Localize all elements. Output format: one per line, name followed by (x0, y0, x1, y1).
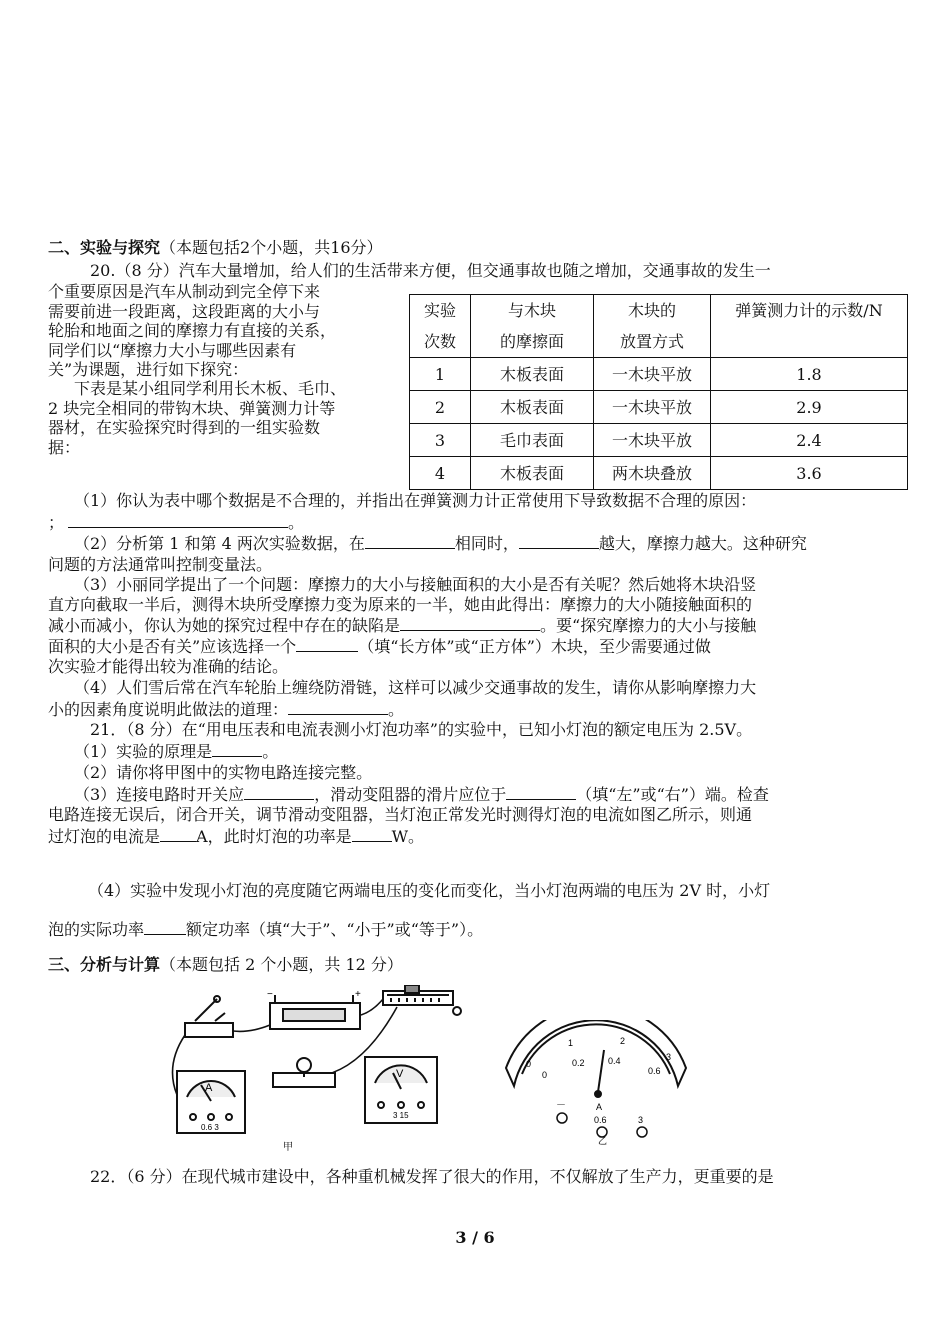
q20-intro-line: 需要前进一段距离，这段距离的大小与 (48, 302, 321, 321)
table-cell: 2.9 (711, 391, 908, 424)
scale-bottom-label: 0.6 (648, 1066, 661, 1076)
table-cell: 2 (410, 391, 471, 424)
q20-intro-line: 同学们以“摩擦力大小与哪些因素有 (48, 341, 297, 360)
section-2-note: （本题包括2个小题，共16分） (160, 238, 383, 257)
answer-blank[interactable] (400, 614, 540, 631)
voltmeter-label: V (396, 1068, 404, 1080)
ammeter-terminals: 0.6 3 (201, 1123, 219, 1132)
answer-blank[interactable] (288, 698, 388, 715)
q22-intro: 22．（6 分）在现代城市建设中，各种重机械发挥了很大的作用，不仅解放了生产力，更重要的是 (90, 1167, 774, 1186)
circuit-figure-jia (165, 985, 470, 1155)
table-cell: 木板表面 (471, 358, 594, 391)
switch-icon (185, 996, 233, 1037)
dial-icon (506, 1020, 686, 1097)
scale-bottom-label: 0.4 (608, 1056, 621, 1066)
table-cell: 一木块平放 (594, 391, 711, 424)
q20-part1-answer: ； 。 (48, 513, 305, 532)
answer-blank[interactable] (296, 635, 358, 652)
q20-desc-line: 下表是某小组同学利用长木板、毛巾、 (74, 379, 347, 398)
q21-part4-line: 泡的实际功率 额定功率（填“大于”、“小于”或“等于”）。 (48, 920, 484, 939)
answer-blank[interactable] (244, 783, 314, 800)
scale-top-label: 1 (568, 1038, 574, 1048)
table-header-row (410, 295, 908, 358)
scale-bottom-label: 0 (542, 1070, 548, 1080)
table-cell: 两木块叠放 (594, 457, 711, 490)
table-cell: 木板表面 (471, 457, 594, 490)
q20-part4-line: 小的因素角度说明此做法的道理： 。 (48, 700, 405, 719)
q21-part2: （2）请你将甲图中的实物电路连接完整。 (74, 763, 373, 782)
section-3-title: 三、分析与计算 (48, 955, 161, 974)
q21-part4-line: （4）实验中发现小灯泡的亮度随它两端电压的变化而变化，当小灯泡两端的电压为 2V 时，小灯 (88, 881, 771, 900)
answer-blank[interactable] (352, 825, 392, 842)
header-cell: 木块的 放置方式 (594, 295, 711, 358)
terminal-label: 3 (638, 1115, 644, 1125)
answer-blank[interactable] (68, 511, 288, 528)
section-2-title: 二、实验与探究 (48, 238, 161, 257)
q20-part3-line: 面积的大小是否有关”应该选择一个 （填“长方体”或“正方体”）木块，至少需要通过做 (48, 637, 711, 656)
answer-blank[interactable] (365, 532, 455, 549)
answer-blank[interactable] (212, 740, 262, 757)
table-cell: 4 (410, 457, 471, 490)
table-cell: 一木块平放 (594, 424, 711, 457)
lamp-icon (273, 1058, 335, 1087)
table-cell: 3.6 (711, 457, 908, 490)
section-3-heading (48, 954, 403, 976)
q20-part2-cont: 问题的方法通常叫控制变量法。 (48, 555, 273, 574)
q21-part3-line: （3）连接电路时开关应 ，滑动变阻器的滑片应位于 （填“左”或“右”）端。检查 (74, 785, 769, 804)
q21-part3-line: 过灯泡的电流是 A，此时灯泡的功率是 W。 (48, 827, 425, 846)
terminal-label: 0.6 (594, 1115, 607, 1125)
table-row (410, 358, 908, 391)
scale-top-label: 2 (620, 1036, 626, 1046)
figure-caption-yi: 乙 (598, 1136, 608, 1145)
q20-part3-line: 减小而减小，你认为她的探究过程中存在的缺陷是 。要“探究摩擦力的大小与接触 (48, 616, 757, 635)
table-cell: 1.8 (711, 358, 908, 391)
q20-desc-line: 2 块完全相同的带钩木块、弹簧测力计等 (48, 399, 336, 418)
voltmeter-terminals: 3 15 (393, 1111, 409, 1120)
unit-label: A (596, 1102, 603, 1112)
table-row (410, 424, 908, 457)
minus-sign: − (267, 989, 273, 1000)
table-cell: 木板表面 (471, 391, 594, 424)
page-number: 3 / 6 (455, 1228, 495, 1247)
q20-desc-line: 器材，在实验探究时得到的一组实验数 (48, 418, 321, 437)
q21-part3-line: 电路连接无误后，闭合开关，调节滑动变阻器，当灯泡正常发光时测得灯泡的电流如图乙所示，则通 (48, 805, 753, 824)
ammeter-dial-figure-yi (500, 1020, 700, 1145)
scale-bottom-label: 0.2 (572, 1058, 585, 1068)
plus-sign: + (355, 989, 361, 1000)
header-cell: 实验 次数 (410, 295, 471, 358)
q20-part2: （2）分析第 1 和第 4 两次实验数据，在 相同时， 越大，摩擦力越大。这种研究 (74, 534, 807, 553)
answer-blank[interactable] (144, 918, 186, 935)
q21-part1: （1）实验的原理是 。 (74, 742, 279, 761)
q20-part3-line: 次实验才能得出较为准确的结论。 (48, 657, 289, 676)
scale-top-label: 3 (666, 1052, 672, 1062)
q20-intro-line: 个重要原因是汽车从制动到完全停下来 (48, 282, 321, 301)
ammeter-label: A (205, 1082, 213, 1094)
table-row (410, 457, 908, 490)
table-cell: 毛巾表面 (471, 424, 594, 457)
answer-blank[interactable] (519, 532, 599, 549)
q20-intro-line: 关”为课题，进行如下探究： (48, 360, 249, 379)
q20-part1: （1）你认为表中哪个数据是不合理的，并指出在弹簧测力计正常使用下导致数据不合理的原因： (74, 491, 757, 510)
q20-part3-line: （3）小丽同学提出了一个问题：摩擦力的大小与接触面积的大小是否有关呢？然后她将木块沿竖 (74, 575, 757, 594)
terminal-label: － (556, 1100, 566, 1111)
scale-top-label: 0 (526, 1059, 532, 1069)
section-3-note: （本题包括 2 个小题，共 12 分） (160, 955, 403, 974)
table-cell: 3 (410, 424, 471, 457)
q20-intro: 20.（8 分）汽车大量增加，给人们的生活带来方便，但交通事故也随之增加，交通事故的发生一 (90, 261, 771, 280)
answer-blank[interactable] (506, 783, 576, 800)
header-cell: 与木块 的摩擦面 (471, 295, 594, 358)
q20-intro-line: 轮胎和地面之间的摩擦力有直接的关系， (48, 321, 337, 340)
header-cell: 弹簧测力计的示数/N (711, 295, 908, 358)
q20-part3-line: 直方向截取一半后，测得木块所受摩擦力变为原来的一半，她由此得出：摩擦力的大小随接触面积的 (48, 595, 753, 614)
table-cell: 一木块平放 (594, 358, 711, 391)
section-2-heading (48, 237, 383, 259)
battery-icon (270, 995, 360, 1029)
answer-blank[interactable] (160, 825, 196, 842)
table-cell: 1 (410, 358, 471, 391)
figure-caption-jia: 甲 (283, 1142, 293, 1153)
table-row (410, 391, 908, 424)
q21-intro: 21．（8 分）在“用电压表和电流表测小灯泡功率”的实验中，已知小灯泡的额定电压为 2.5V。 (90, 720, 753, 739)
q20-part4-line: （4）人们雪后常在汽车轮胎上缠绕防滑链，这样可以减少交通事故的发生，请你从影响摩擦力大 (74, 678, 757, 697)
experiment-table (409, 294, 908, 490)
table-cell: 2.4 (711, 424, 908, 457)
q20-desc-line: 据： (48, 438, 81, 457)
